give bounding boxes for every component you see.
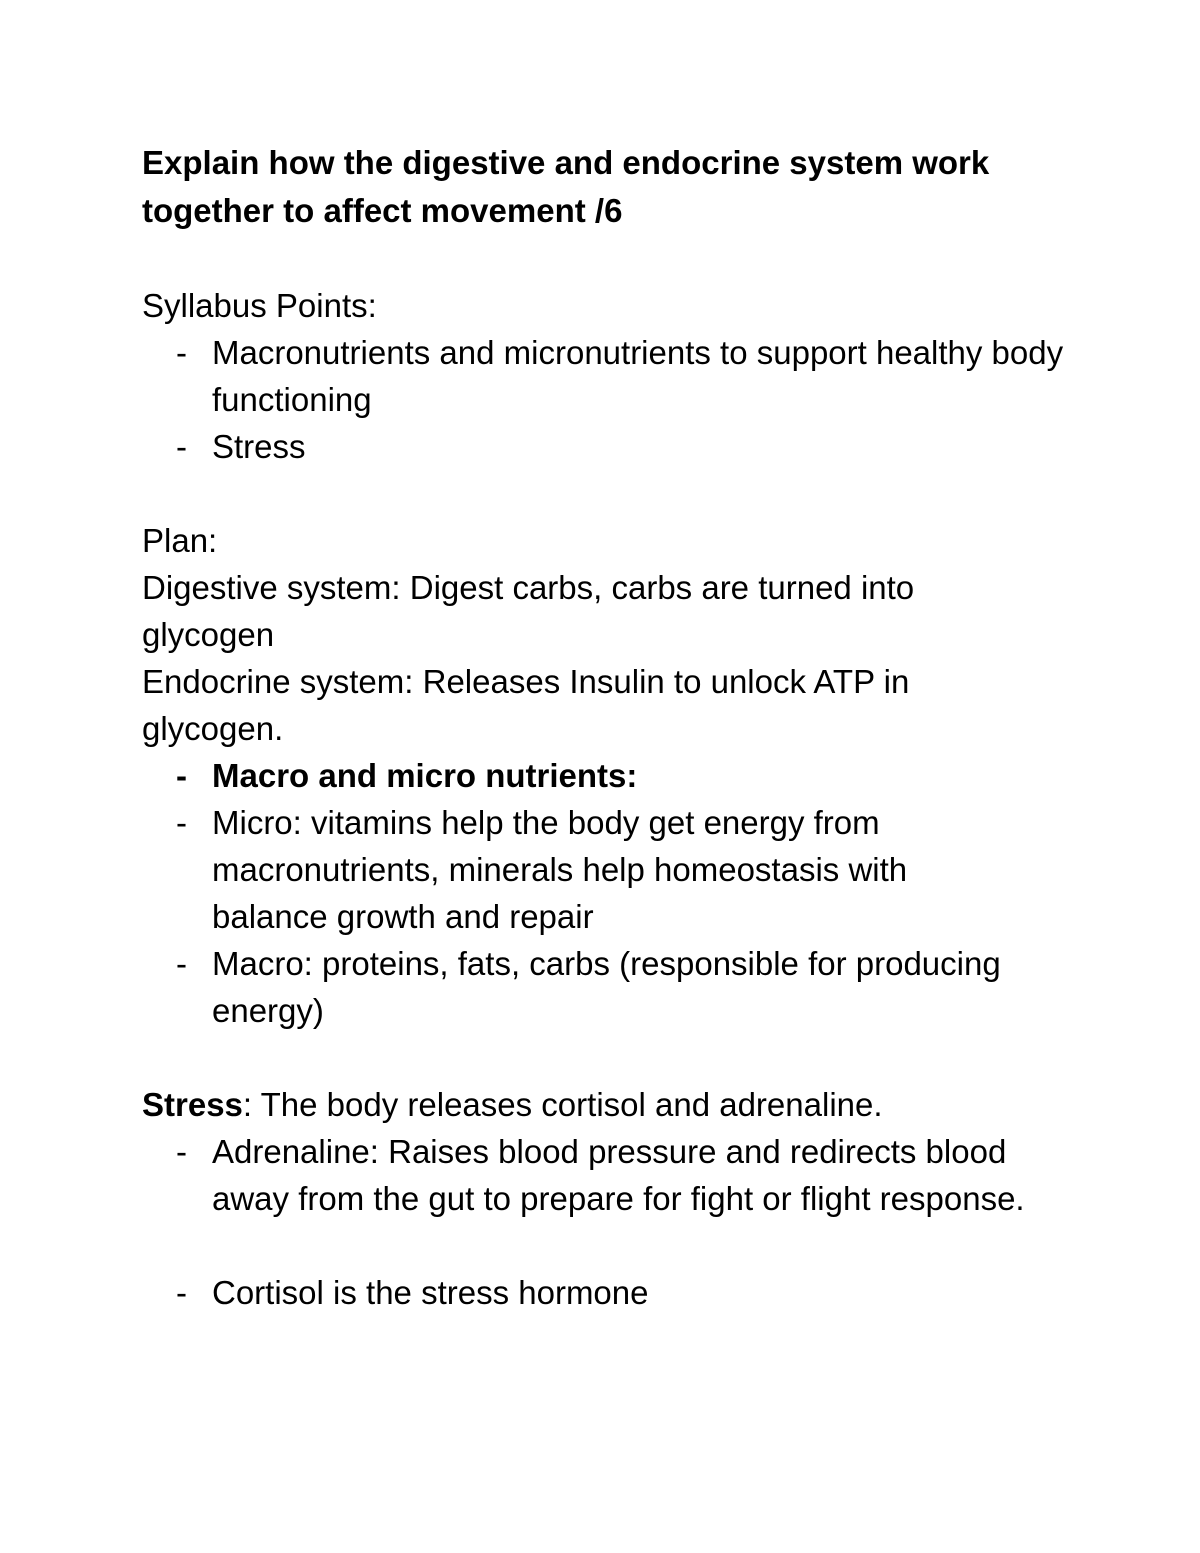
spacer <box>142 1222 1072 1269</box>
list-item <box>142 799 972 940</box>
stress-text: : The body releases cortisol and adrenaline. <box>242 1086 883 1123</box>
spacer <box>142 470 1072 517</box>
document-title-line-1: Explain how the digestive and endocrine system work <box>142 144 990 181</box>
document-page <box>142 139 1072 1316</box>
stress-item-text: Adrenaline: Raises blood pressure and redirects blood away from the gut to prepare for fight or flight response. <box>212 1133 1025 1217</box>
nutrients-heading: Macro and micro nutrients: <box>212 757 638 794</box>
syllabus-item-text: Macronutrients and micronutrients to support healthy body functioning <box>212 334 1064 418</box>
stress-label: Stress <box>142 1086 243 1123</box>
syllabus-item-text: Stress <box>212 428 306 465</box>
dash-marker: - <box>176 1274 187 1311</box>
dash-marker: - <box>176 334 187 371</box>
plan-digestive: Digestive system: Digest carbs, carbs are turned into glycogen <box>142 569 915 653</box>
syllabus-heading: Syllabus Points: <box>142 287 377 324</box>
dash-marker: - <box>176 757 187 794</box>
list-item <box>142 1269 1072 1316</box>
spacer <box>142 1034 1072 1081</box>
plan-endocrine: Endocrine system: Releases Insulin to unlock ATP in glycogen. <box>142 663 910 747</box>
list-item <box>142 752 1072 799</box>
list-item <box>142 329 1072 423</box>
list-item <box>142 423 1072 470</box>
document-title-line-2: together to affect movement /6 <box>142 192 623 229</box>
dash-marker: - <box>176 804 187 841</box>
nutrients-list <box>142 752 1072 1034</box>
dash-marker: - <box>176 945 187 982</box>
syllabus-list <box>142 329 1072 470</box>
nutrients-item-text: Macro: proteins, fats, carbs (responsible for producing energy) <box>212 945 1001 1029</box>
plan-heading: Plan: <box>142 522 218 559</box>
list-item <box>142 1128 1032 1222</box>
stress-paragraph <box>142 1081 1072 1128</box>
list-item <box>142 940 1072 1034</box>
stress-list-continued <box>142 1269 1072 1316</box>
stress-list <box>142 1128 1072 1222</box>
dash-marker: - <box>176 428 187 465</box>
spacer <box>142 235 1072 282</box>
stress-item-text: Cortisol is the stress hormone <box>212 1274 649 1311</box>
nutrients-item-text: Micro: vitamins help the body get energy from macronutrients, minerals help homeostasis with balance growth and repair <box>212 804 908 935</box>
dash-marker: - <box>176 1133 187 1170</box>
